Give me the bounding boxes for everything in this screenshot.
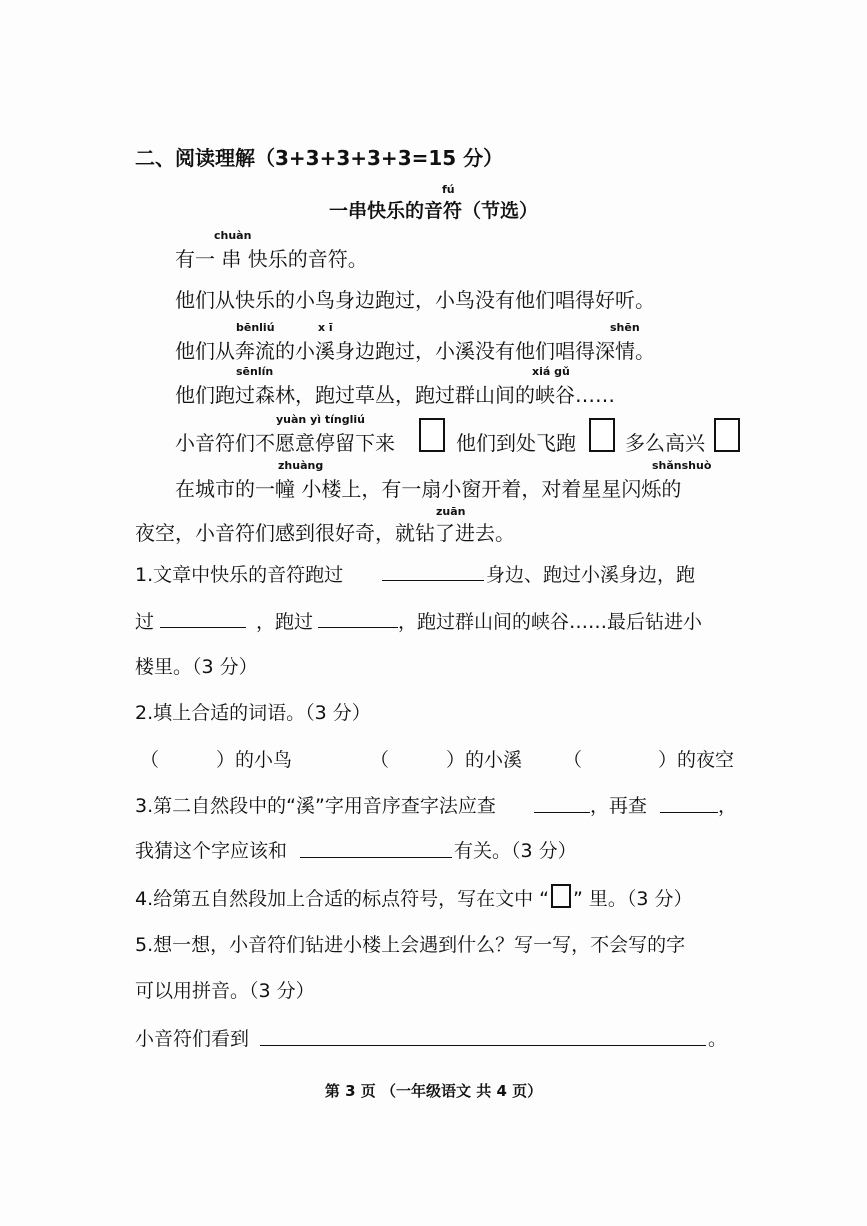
q3-text-a: 3.第二自然段中的“溪”字用音序查字法应查 (135, 795, 496, 817)
q1-text-d: ，跑过 (256, 611, 314, 633)
pinyin-xiagu: xiá gǔ (532, 365, 570, 378)
q5-text-a: 5.想一想，小音符们钻进小楼上会遇到什么？写一写，不会写的字 (135, 934, 686, 956)
q3-blank-3[interactable] (300, 857, 452, 858)
punctuation-box-2[interactable] (589, 418, 615, 452)
q3-text-e: 有关。（3 分） (454, 840, 577, 862)
q2-text: 2.填上合适的词语。（3 分） (135, 702, 371, 724)
q1-text-a: 1.文章中快乐的音符跑过 (135, 564, 344, 586)
page-footer: 第 3 页 （一年级语文 共 4 页） (324, 1082, 543, 1100)
pinyin-xi: x ī (318, 321, 333, 334)
pinyin-zhuang: zhuàng (278, 459, 324, 472)
q3-text-d: 我猜这个字应该和 (135, 840, 288, 862)
pinyin-yuanyi-tingliu: yuàn yì tíngliú (276, 413, 365, 426)
pinyin-zuan: zuān (436, 505, 466, 518)
punctuation-box-3[interactable] (714, 418, 740, 452)
q1-text-c: 过 (135, 611, 155, 633)
q2-item-3[interactable]: （ ）的夜空 (563, 749, 735, 771)
q1-text-f: 楼里。（3 分） (135, 656, 258, 678)
pinyin-chuan: chuàn (214, 229, 252, 242)
pinyin-shanshuo: shǎnshuò (652, 459, 712, 472)
q1-text-b: 身边、跑过小溪身边，跑 (486, 564, 696, 586)
pinyin-fu: fú (442, 183, 455, 196)
pinyin-senlin: sēnlín (236, 365, 274, 378)
q2-item-2[interactable]: （ ）的小溪 (370, 749, 523, 771)
passage-paragraph-2: 他们从快乐的小鸟身边跑过，小鸟没有他们唱得好听。 (175, 288, 655, 312)
q1-blank-3[interactable] (318, 627, 398, 628)
q1-blank-2[interactable] (160, 627, 246, 628)
passage-paragraph-6-line1: 在城市的一幢 小楼上，有一扇小窗开着，对着星星闪烁的 (175, 477, 682, 501)
q1-text-e: ，跑过群山间的峡谷……最后钻进小 (398, 611, 703, 633)
q4-text (135, 884, 693, 911)
q3-blank-1[interactable] (534, 812, 590, 813)
q5-end-mark: 。 (708, 1028, 728, 1050)
q3-text-c: ， (718, 795, 738, 817)
passage-title: 一串快乐的音符（节选） (328, 200, 538, 222)
q4-box-icon (551, 884, 571, 908)
q3-text-b: ，再查 (590, 795, 648, 817)
q5-answer-line[interactable] (260, 1045, 706, 1046)
q2-item-1[interactable]: （ ）的小鸟 (140, 749, 293, 771)
pinyin-shen: shēn (610, 321, 640, 334)
passage-paragraph-6-line2: 夜空，小音符们感到很好奇，就钻了进去。 (135, 521, 515, 545)
passage-paragraph-1: 有一 串 快乐的音符。 (175, 247, 368, 271)
q4-text-b: ” 里。（3 分） (573, 888, 693, 910)
q1-blank-1[interactable] (382, 580, 484, 581)
passage-paragraph-5c: 多么高兴 (625, 431, 705, 455)
q4-text-a: 4.给第五自然段加上合适的标点符号，写在文中 “ (135, 888, 550, 910)
passage-paragraph-5b: 他们到处飞跑 (456, 431, 576, 455)
pinyin-benliu: bēnliú (236, 321, 275, 334)
passage-paragraph-5a: 小音符们不愿意停留下来 (175, 431, 395, 455)
q5-text-b: 可以用拼音。（3 分） (135, 980, 315, 1002)
q3-blank-2[interactable] (660, 812, 718, 813)
passage-paragraph-4: 他们跑过森林，跑过草丛，跑过群山间的峡谷…… (175, 383, 615, 407)
punctuation-box-1[interactable] (419, 418, 445, 452)
q5-text-c: 小音符们看到 (135, 1028, 250, 1050)
passage-paragraph-3: 他们从奔流的小溪身边跑过，小溪没有他们唱得深情。 (175, 339, 655, 363)
section-heading: 二、阅读理解（3+3+3+3+3=15 分） (135, 146, 504, 170)
